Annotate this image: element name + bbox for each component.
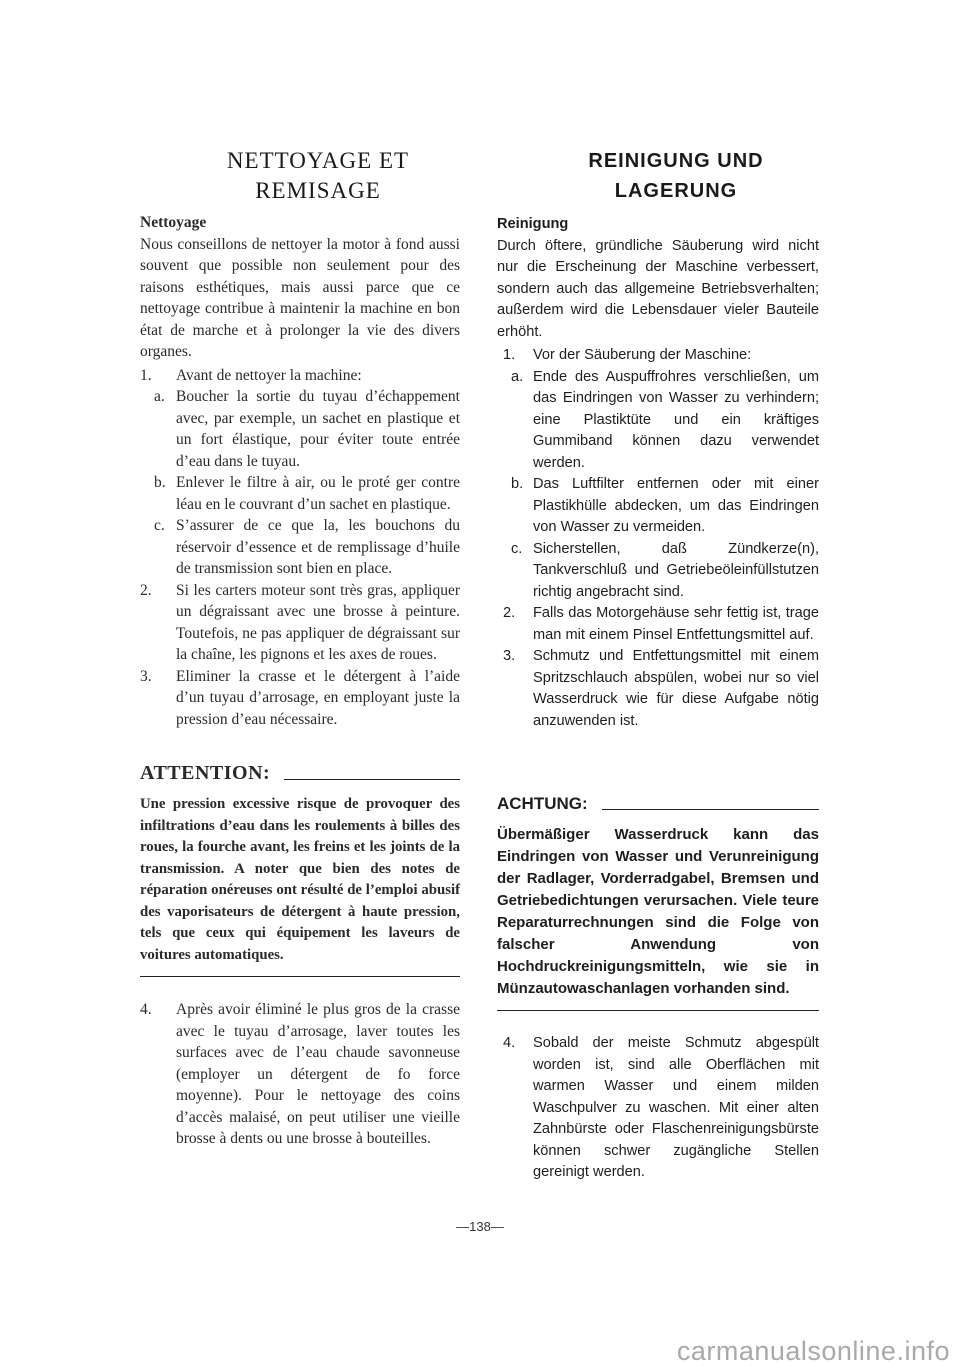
german-intro: Durch öftere, gründliche Säuberung wird nicht nur die Erscheinung der Maschine verbessert, sondern auch das allgemeine Betriebsverhalten; außerdem wird die Lebensdauer vieler Bauteile erhöht. <box>497 237 819 340</box>
german-step-1 <box>497 345 819 367</box>
german-substeps <box>497 367 819 604</box>
german-step-2 <box>497 603 819 646</box>
german-substep-a-letter: a. <box>511 368 524 385</box>
german-warning-title: ACHTUNG: <box>497 793 588 813</box>
german-steps <box>497 345 819 732</box>
french-step-3-number: 3. <box>140 667 152 685</box>
german-step-1-number: 1. <box>503 347 516 363</box>
german-steps-continued <box>497 1033 819 1184</box>
french-title <box>176 146 460 206</box>
french-subheading: Nettoyage <box>140 214 207 231</box>
german-title-line2: LAGERUNG <box>614 180 738 202</box>
german-warning-box <box>497 784 819 1011</box>
german-substep-c-letter: c. <box>511 540 523 557</box>
french-warning-header <box>140 754 460 784</box>
french-step-3-text: Eliminer la crasse et le détergent à l’aide d’un tuyau d’arrosage, en employant juste la pression d’eau nécessaire. <box>176 667 460 728</box>
french-step-4-number: 4. <box>140 1001 152 1018</box>
german-substep-a <box>497 367 819 475</box>
french-substep-c-text: S’assurer de ce que la, les bouchons du réservoir d’essence et de remplissage d’huile de transmission sont bien en place. <box>176 517 460 577</box>
french-substep-a-letter: a. <box>154 388 165 405</box>
german-substeps-wrapper <box>497 367 819 604</box>
french-substep-a-text: Boucher la sortie du tuyau d’échappement avec, par exemple, un sachet en plastique et un fort élastique, pour éviter toute entrée d’eau dans le tuyau. <box>176 388 460 470</box>
german-step-4-text: Sobald der meiste Schmutz abgespült worden ist, sind alle Oberflächen mit warmen Wasser und einem milden Waschpulver zu waschen. Mit einer alten Zahnbürste oder Flaschenreinigungsbürste können schwer zugängliche Stellen gereinigt werden. <box>533 1035 819 1180</box>
german-substep-c <box>497 539 819 604</box>
french-substep-c-letter: c. <box>154 517 165 534</box>
german-substep-a-text: Ende des Auspuffrohres verschließen, um das Eindringen von Wasser zu verhindern; eine Plastiktüte und ein kräftiges Gummiband können dazu verwendet werden. <box>533 368 819 471</box>
french-substep-a <box>140 386 460 472</box>
french-substep-b-letter: b. <box>154 474 166 491</box>
french-warning-header-rule <box>284 779 460 780</box>
french-step-2-number: 2. <box>140 581 152 599</box>
french-steps-continued <box>140 999 460 1150</box>
french-step-1 <box>140 365 460 387</box>
german-step-3-text: Schmutz und Entfettungsmittel mit einem Spritzschlauch abspülen, wobei nur so viel Wasserdruck wie für diese Aufgabe nötig anzuwenden ist. <box>533 648 819 729</box>
german-warning-header <box>497 784 819 814</box>
french-warning-text: Une pression excessive risque de provoquer des infiltrations d’eau dans les roulements à billes des roues, la fourche avant, les freins et les joints de la transmission. A noter que bien des notes de réparation onéreuses ont résulté de l’emploi abusif des vaporisateurs de détergent à haute pression, tels que ceux qui équipement les laveurs de voitures automatiques. <box>140 796 460 963</box>
french-step-3 <box>140 666 460 731</box>
french-intro: Nous conseillons de nettoyer la motor à fond aussi souvent que possible non seulement pour des raisons esthétiques, mais aussi parce que ce nettoyage contribue à maintenir la machine en bon état de marche et à prolonger la vie des divers organes. <box>140 235 460 360</box>
french-substep-b <box>140 472 460 515</box>
german-warning-header-rule <box>602 809 819 810</box>
french-warning-title: ATTENTION: <box>140 761 271 784</box>
german-substep-b-letter: b. <box>511 476 524 492</box>
french-step-4 <box>140 999 460 1150</box>
german-step-1-text: Vor der Säuberung der Maschine: <box>533 347 752 363</box>
french-step-2-text: Si les carters moteur sont très gras, appliquer un dégraissant avec une brosse à peinture. Toutefois, ne pas appliquer de dégraissant sur la chaîne, les pignons et les axes de roues. <box>176 581 460 663</box>
french-step-2 <box>140 580 460 666</box>
french-warning-bottom-rule <box>140 976 460 977</box>
german-subheading: Reinigung <box>497 216 569 232</box>
french-steps <box>140 365 460 731</box>
french-step-1-text: Avant de nettoyer la machine: <box>176 366 362 384</box>
french-substeps-wrapper <box>140 386 460 580</box>
page-number: —138— <box>456 1219 504 1234</box>
german-step-2-number: 2. <box>503 605 516 621</box>
french-step-1-number: 1. <box>140 366 152 384</box>
french-title-line2: REMISAGE <box>255 178 381 203</box>
german-step-3 <box>497 646 819 732</box>
french-step-4-text: Après avoir éliminé le plus gros de la crasse avec le tuyau d’arrosage, laver toutes les surfaces avec de l’eau chaude savonneuse (employer un détergent de fo force moyenne). Pour le nettoyage des coins d’accès malaisé, on peut utiliser une vieille brosse à dents ou une brosse à bouteilles. <box>176 1001 460 1147</box>
french-substep-b-text: Enlever le filtre à air, ou le proté ger contre léau en le couvrant d’un sachet en plastique. <box>176 474 460 513</box>
french-column <box>140 146 460 1150</box>
german-step-3-number: 3. <box>503 648 516 664</box>
german-warning-text: Übermäßiger Wasserdruck kann das Eindringen von Wasser und Verunreinigung der Radlager, Vorderradgabel, Bremsen und Getriebedichtungen verursachen. Viele teure Reparaturrechnungen sind die Folge von falscher Anwendung von Hochdruckreinigungsmitteln, wie sie in Münzautowaschanlagen vorhanden sind. <box>497 826 819 997</box>
french-warning-box <box>140 754 460 977</box>
german-substep-b-text: Das Luftfilter entfernen oder mit einer Plastikhülle abdecken, um das Eindringen von Wasser zu vermeiden. <box>533 476 819 535</box>
german-title <box>533 146 819 206</box>
french-substeps <box>140 386 460 580</box>
german-step-2-text: Falls das Motorgehäuse sehr fettig ist, trage man mit einem Pinsel Entfettungsmittel auf. <box>533 605 819 643</box>
german-substep-c-text: Sicherstellen, daß Zündkerze(n), Tankverschluß und Getriebeöleinfüllstutzen richtig angebracht sind. <box>533 540 819 600</box>
watermark: carmanualsonline.info <box>676 1336 950 1366</box>
german-substep-b <box>497 474 819 539</box>
german-title-line1: REINIGUNG UND <box>588 150 764 172</box>
french-title-line1: NETTOYAGE ET <box>226 148 410 173</box>
german-step-4-number: 4. <box>503 1035 516 1051</box>
german-column <box>497 146 819 1184</box>
german-step-4 <box>497 1033 819 1184</box>
french-substep-c <box>140 515 460 580</box>
german-warning-bottom-rule <box>497 1010 819 1011</box>
